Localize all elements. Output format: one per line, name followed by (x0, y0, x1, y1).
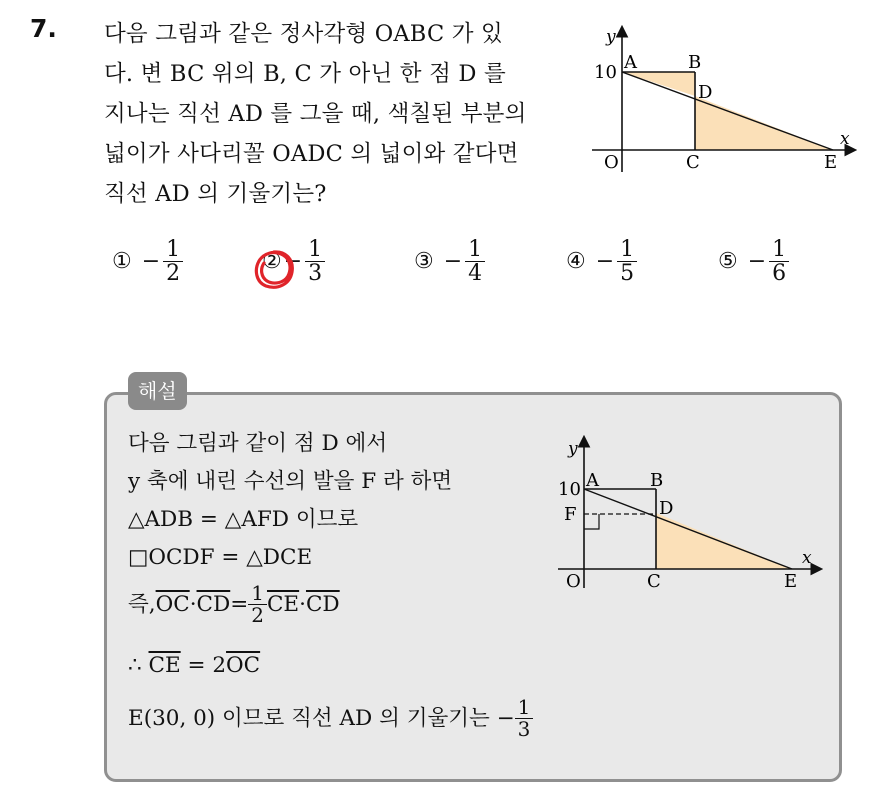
solution-line-7: E(30, 0) 이므로 직선 AD 의 기울기는 − $\frac{1}{3}$ (128, 697, 533, 740)
label-o: O (566, 571, 581, 592)
label-x: x (802, 548, 812, 568)
choice-1[interactable]: ① − $\frac{1}{2}$ (112, 238, 183, 285)
question-line: 직선 AD 의 기울기는? (104, 181, 327, 207)
choice-2[interactable]: ② − $\frac{1}{3}$ (262, 238, 325, 285)
solution-line-5: 즉, $\overline{OC}$ · $\overline{CD}$ = $\frac{1}{2}$ $\overline{CE}$ · $\overline{CD}$ (128, 581, 340, 627)
label-c: C (686, 152, 700, 173)
solution-line-4: □OCDF = △DCE (128, 545, 313, 570)
solution-figure (558, 432, 828, 592)
label-c: C (647, 571, 661, 592)
solution-line-6: ∴ $\overline{CE} = 2\overline{OC}$ (128, 653, 261, 678)
label-d: D (659, 498, 674, 519)
question-number: 7. (30, 14, 57, 43)
answer-choices (0, 238, 884, 308)
selected-answer-circle (250, 246, 298, 294)
question-line: 다음 그림과 같은 정사각형 OABC 가 있 (104, 21, 503, 47)
choice-5[interactable]: ⑤ − $\frac{1}{6}$ (718, 238, 789, 285)
label-a: A (586, 470, 599, 491)
question-text (104, 14, 574, 214)
right-angle-mark (584, 514, 599, 529)
choice-mark: ② (262, 249, 282, 275)
question-line: 다. 변 BC 위의 B, C 가 아닌 한 점 D 를 (104, 61, 506, 87)
question-line: 지나는 직선 AD 를 그을 때, 색칠된 부분의 (104, 101, 527, 127)
label-f: F (564, 504, 577, 525)
label-b: B (650, 470, 664, 491)
question-figure (592, 22, 862, 182)
choice-4[interactable]: ④ − $\frac{1}{5}$ (566, 238, 637, 285)
label-b: B (688, 52, 702, 73)
solution-line-1: 다음 그림과 같이 점 D 에서 (128, 431, 388, 456)
label-y: y (568, 439, 578, 459)
choice-mark: ① (112, 249, 132, 275)
solution-tag: 해설 (128, 372, 187, 410)
choice-3[interactable]: ③ − $\frac{1}{4}$ (414, 238, 485, 285)
solution-line-2: y 축에 내린 수선의 발을 F 라 하면 (128, 469, 453, 494)
label-e: E (824, 152, 838, 173)
question-line: 넓이가 사다리꼴 OADC 의 넓이와 같다면 (104, 141, 519, 167)
label-y: y (606, 27, 616, 47)
label-10: 10 (558, 479, 581, 500)
label-a: A (624, 52, 637, 73)
label-x: x (840, 129, 850, 149)
choice-mark: ③ (414, 249, 434, 275)
label-10: 10 (594, 62, 617, 83)
label-o: O (604, 152, 619, 173)
label-e: E (784, 571, 798, 592)
label-d: D (698, 82, 713, 103)
choice-mark: ⑤ (718, 249, 738, 275)
choice-mark: ④ (566, 249, 586, 275)
solution-line-3: △ADB = △AFD 이므로 (128, 507, 359, 532)
